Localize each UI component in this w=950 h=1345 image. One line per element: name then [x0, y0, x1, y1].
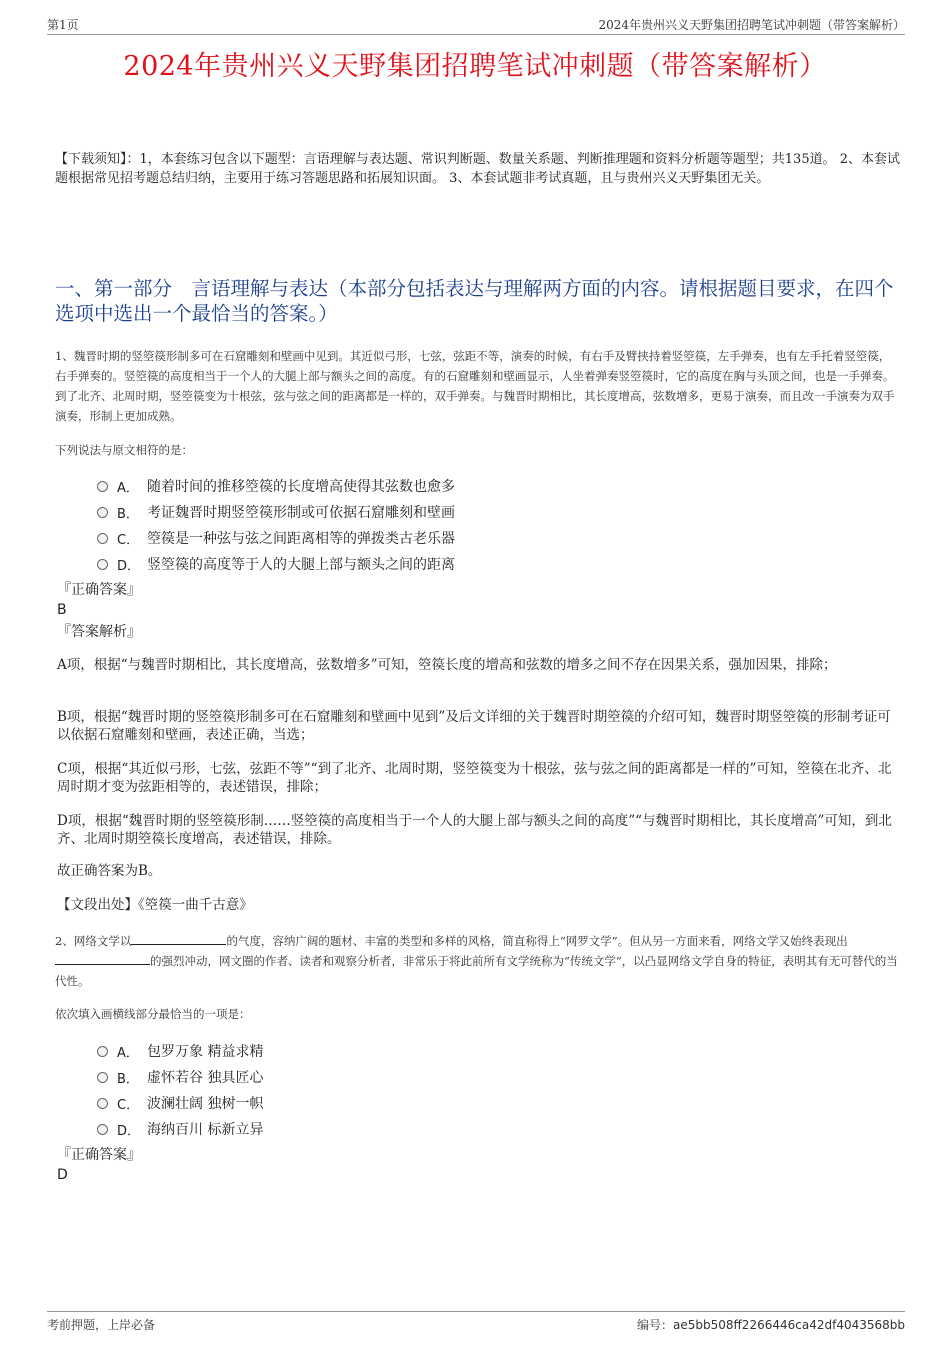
q2-passage-part3: 的强烈冲动，网文圈的作者、读者和观察分析者，非常乐于将此前所有文学统称为“传统文学”，以凸显网络文学自身的特征，表明其有无可替代的当代性。 — [55, 954, 898, 988]
q1-prompt: 下列说法与原文相符的是： — [55, 443, 193, 457]
page-footer — [47, 1311, 905, 1334]
fill-blank-2 — [55, 952, 150, 965]
radio-icon[interactable] — [97, 1124, 108, 1135]
q1-options — [97, 473, 697, 577]
section-heading: 一、第一部分 言语理解与表达（本部分包括表达与理解两方面的内容。请根据题目要求，在四个选项中选出一个最恰当的答案。） — [55, 277, 894, 325]
q1-analysis-label: 『答案解析』 — [57, 624, 141, 640]
option-text: 海纳百川 标新立异 — [147, 1122, 264, 1138]
option-letter: B． — [117, 1071, 139, 1087]
q1-answer: B — [57, 602, 67, 618]
radio-icon[interactable] — [97, 533, 108, 544]
option-letter: D． — [117, 1123, 141, 1139]
q2-passage — [55, 931, 900, 991]
footer-slogan: 考前押题，上岸必备 — [47, 1318, 156, 1332]
option-letter: B． — [117, 506, 139, 522]
footer-code-label: 编号： — [637, 1318, 674, 1332]
footer-code-value: ae5bb508ff2266446ca42df4043568bb — [673, 1318, 905, 1332]
radio-icon[interactable] — [97, 1072, 108, 1083]
footer-code — [637, 1316, 905, 1333]
q2-answer: D — [57, 1167, 68, 1183]
q2-options — [97, 1038, 697, 1142]
option-text: 随着时间的推移箜篌的长度增高使得其弦数也愈多 — [147, 479, 455, 495]
option-letter: A． — [117, 1045, 139, 1061]
q2-passage-part1: 2、网络文学以 — [55, 934, 132, 948]
q1-option-a[interactable] — [97, 473, 697, 499]
q1-option-c[interactable] — [97, 525, 697, 551]
radio-icon[interactable] — [97, 1046, 108, 1057]
option-text: 竖箜篌的高度等于人的大腿上部与额头之间的距离 — [147, 557, 455, 573]
option-text: 波澜壮阔 独树一帜 — [147, 1096, 264, 1112]
download-notice: 【下载须知】：1，本套练习包含以下题型：言语理解与表达题、常识判断题、数量关系题、判断推理题和资料分析题等题型；共135道。 2、本套试题根据常见招考题总结归纳，主要用于练习答题思路和拓展知识面。 3、本套试题非考试真题，且与贵州兴义天野集团无关。 — [55, 152, 900, 186]
q1-conclusion: 故正确答案为B。 — [57, 863, 162, 879]
q1-option-d[interactable] — [97, 551, 697, 577]
option-letter: C． — [117, 532, 140, 548]
q2-option-a[interactable] — [97, 1038, 697, 1064]
q1-analysis-d: D项，根据“魏晋时期的竖箜篌形制……竖箜篌的高度相当于一个人的大腿上部与额头之间的高度”“与魏晋时期相比，其长度增高”可知，到北齐、北周时期箜篌长度增高，表述错误，排除。 — [57, 813, 892, 847]
radio-icon[interactable] — [97, 507, 108, 518]
option-letter: D． — [117, 558, 141, 574]
q1-option-b[interactable] — [97, 499, 697, 525]
fill-blank-1 — [131, 932, 226, 945]
radio-icon[interactable] — [97, 559, 108, 570]
q2-passage-part2: 的气度，容纳广阔的题材、丰富的类型和多样的风格，简直称得上“网罗文学”。但从另一方面来看，网络文学又始终表现出 — [226, 934, 848, 948]
page-number: 第1页 — [47, 18, 79, 32]
page-header — [47, 14, 905, 35]
q1-passage: 1、魏晋时期的竖箜篌形制多可在石窟雕刻和壁画中见到。其近似弓形，七弦，弦距不等，演奏的时候，有右手及臂挟持着竖箜篌，左手弹奏，也有左手托着竖箜篌，右手弹奏的。竖箜篌的高度相当于一个人的大腿上部与额头之间的高度。有的石窟雕刻和壁画显示，人坐着弹奏竖箜篌时，它的高度在胸与头顶之间，也是一手弹奏。到了北齐、北周时期，竖箜篌变为十根弦，弦与弦之间的距离都是一样的，双手弹奏。与魏晋时期相比，其长度增高，弦数增多，更易于演奏，而且改一手演奏为双手演奏，形制上更加成熟。 — [55, 349, 895, 423]
option-letter: A． — [117, 480, 139, 496]
q2-prompt: 依次填入画横线部分最恰当的一项是： — [55, 1007, 251, 1021]
radio-icon[interactable] — [97, 481, 108, 492]
option-text: 考证魏晋时期竖箜篌形制或可依据石窟雕刻和壁画 — [147, 505, 455, 521]
q1-analysis-c: C项，根据“其近似弓形，七弦，弦距不等”“到了北齐、北周时期，竖箜篌变为十根弦，弦与弦之间的距离都是一样的”可知，箜篌在北齐、北周时期才变为弦距相等的，表述错误，排除； — [57, 761, 892, 795]
q2-option-b[interactable] — [97, 1064, 697, 1090]
q2-option-d[interactable] — [97, 1116, 697, 1142]
header-doc-title: 2024年贵州兴义天野集团招聘笔试冲刺题（带答案解析） — [598, 18, 905, 32]
radio-icon[interactable] — [97, 1098, 108, 1109]
option-text: 箜篌是一种弦与弦之间距离相等的弹拨类古老乐器 — [147, 531, 455, 547]
q1-source: 【文段出处】《箜篌一曲千古意》 — [57, 897, 253, 913]
page-title: 2024年贵州兴义天野集团招聘笔试冲刺题（带答案解析） — [123, 51, 827, 82]
option-text: 包罗万象 精益求精 — [147, 1044, 264, 1060]
q2-option-c[interactable] — [97, 1090, 697, 1116]
option-letter: C． — [117, 1097, 140, 1113]
q2-answer-label: 『正确答案』 — [57, 1147, 141, 1163]
q1-analysis-a: A项，根据“与魏晋时期相比，其长度增高，弦数增多”可知，箜篌长度的增高和弦数的增多之间不存在因果关系，强加因果，排除； — [57, 657, 837, 673]
option-text: 虚怀若谷 独具匠心 — [147, 1070, 264, 1086]
q1-answer-label: 『正确答案』 — [57, 582, 141, 598]
q1-analysis-b: B项，根据“魏晋时期的竖箜篌形制多可在石窟雕刻和壁画中见到”及后文详细的关于魏晋时期箜篌的介绍可知，魏晋时期竖箜篌的形制考证可以依据石窟雕刻和壁画，表述正确，当选； — [57, 709, 891, 743]
